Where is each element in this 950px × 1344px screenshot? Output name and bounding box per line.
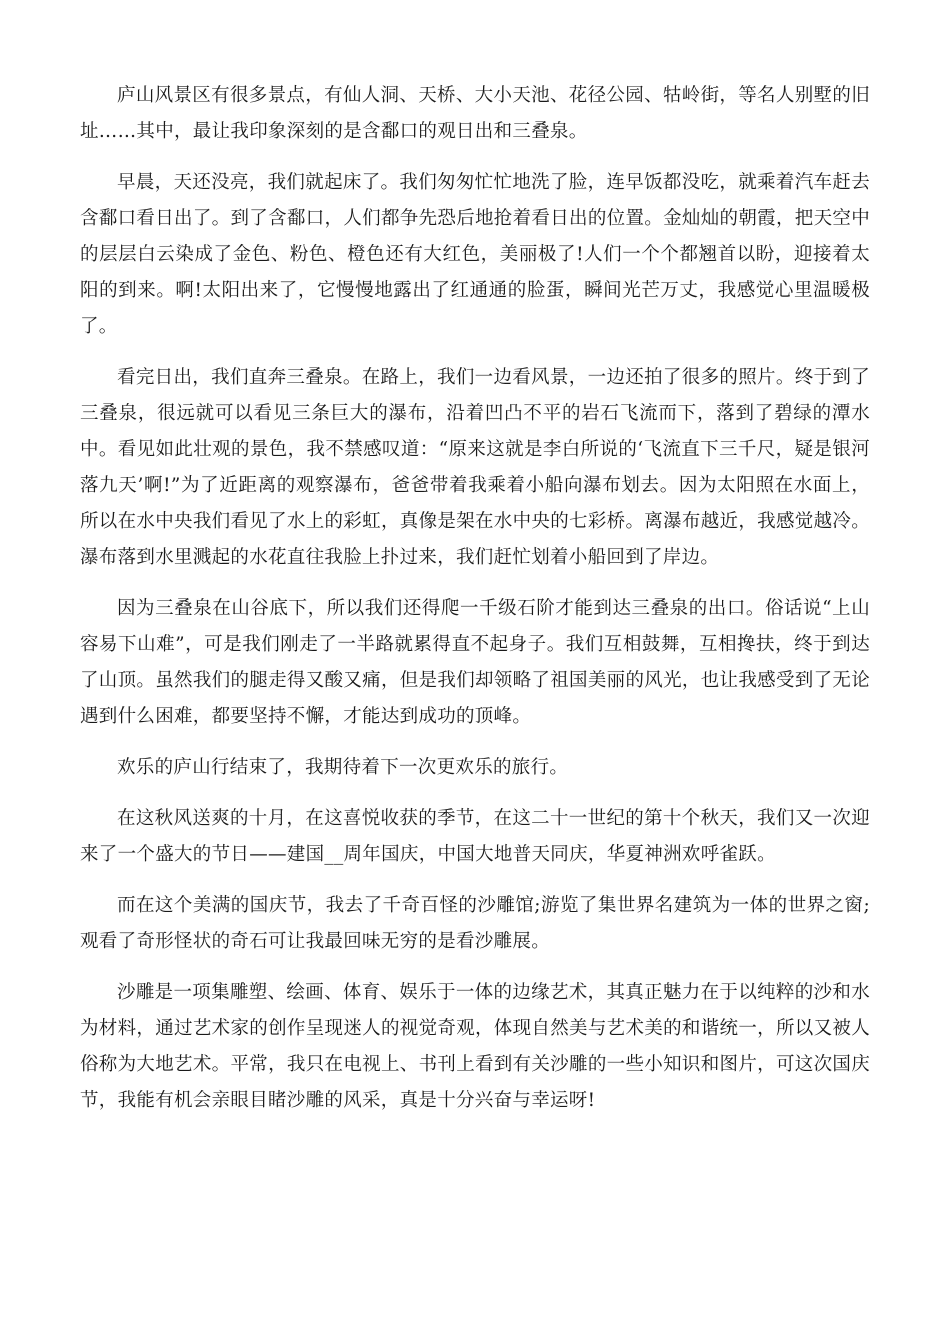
paragraph-climbing-steps: 因为三叠泉在山谷底下，所以我们还得爬一千级石阶才能到达三叠泉的出口。俗话说“上山容易下山难”，可是我们刚走了一半路就累得直不起身子。我们互相鼓舞，互相搀扶，终于到达了山顶。虽然我们的腿走得又酸又痛，但是我们却领略了祖国美丽的风光，也让我感受到了无论遇到什么困难，都要坚持不懈，才能达到成功的顶峰。 [80,598,870,727]
paragraph-sand-sculpture: 沙雕是一项集雕塑、绘画、体育、娱乐于一体的边缘艺术，其真正魅力在于以纯粹的沙和水为材料，通过艺术家的创作呈现迷人的视觉奇观，体现自然美与艺术美的和谐统一，所以又被人俗称为大地艺术。平常，我只在电视上、书刊上看到有关沙雕的一些小知识和图片，可这次国庆节，我能有机会亲眼目睹沙雕的风采，真是十分兴奋与幸运呀! [80,982,870,1111]
paragraph-holiday-visits: 而在这个美满的国庆节，我去了千奇百怪的沙雕馆;游览了集世界名建筑为一体的世界之窗;观看了奇形怪状的奇石可让我最回味无穷的是看沙雕展。 [80,895,870,952]
paragraph-trip-end: 欢乐的庐山行结束了，我期待着下一次更欢乐的旅行。 [117,757,569,778]
paragraph-sunrise: 早晨，天还没亮，我们就起床了。我们匆匆忙忙地洗了脸，连早饭都没吃，就乘着汽车赶去含鄱口看日出了。到了含鄱口，人们都争先恐后地抢着看日出的位置。金灿灿的朝霞，把天空中的层层白云染成了金色、粉色、橙色还有大红色，美丽极了!人们一个个都翘首以盼，迎接着太阳的到来。啊!太阳出来了，它慢慢地露出了红通通的脸蛋，瞬间光芒万丈，我感觉心里温暖极了。 [80,172,870,337]
document-body [80,78,870,1134]
paragraph-lushan-intro: 庐山风景区有很多景点，有仙人洞、天桥、大小天池、花径公园、牯岭街，等名人别墅的旧址……其中，最让我印象深刻的是含鄱口的观日出和三叠泉。 [80,85,870,142]
paragraph-three-waterfalls: 看完日出，我们直奔三叠泉。在路上，我们一边看风景，一边还拍了很多的照片。终于到了三叠泉，很远就可以看见三条巨大的瀑布，沿着凹凸不平的岩石飞流而下，落到了碧绿的潭水中。看见如此壮观的景色，我不禁感叹道：“原来这就是李白所说的‘飞流直下三千尺，疑是银河落九天’啊!”为了近距离的观察瀑布，爸爸带着我乘着小船向瀑布划去。因为太阳照在水面上，所以在水中央我们看见了水上的彩虹，真像是架在水中央的七彩桥。离瀑布越近，我感觉越冷。瀑布落到水里溅起的水花直往我脸上扑过来，我们赶忙划着小船回到了岸边。 [80,367,870,568]
paragraph-national-day: 在这秋风送爽的十月，在这喜悦收获的季节，在这二十一世纪的第十个秋天，我们又一次迎来了一个盛大的节日——建国__周年国庆，中国大地普天同庆，华夏神洲欢呼雀跃。 [80,808,870,865]
